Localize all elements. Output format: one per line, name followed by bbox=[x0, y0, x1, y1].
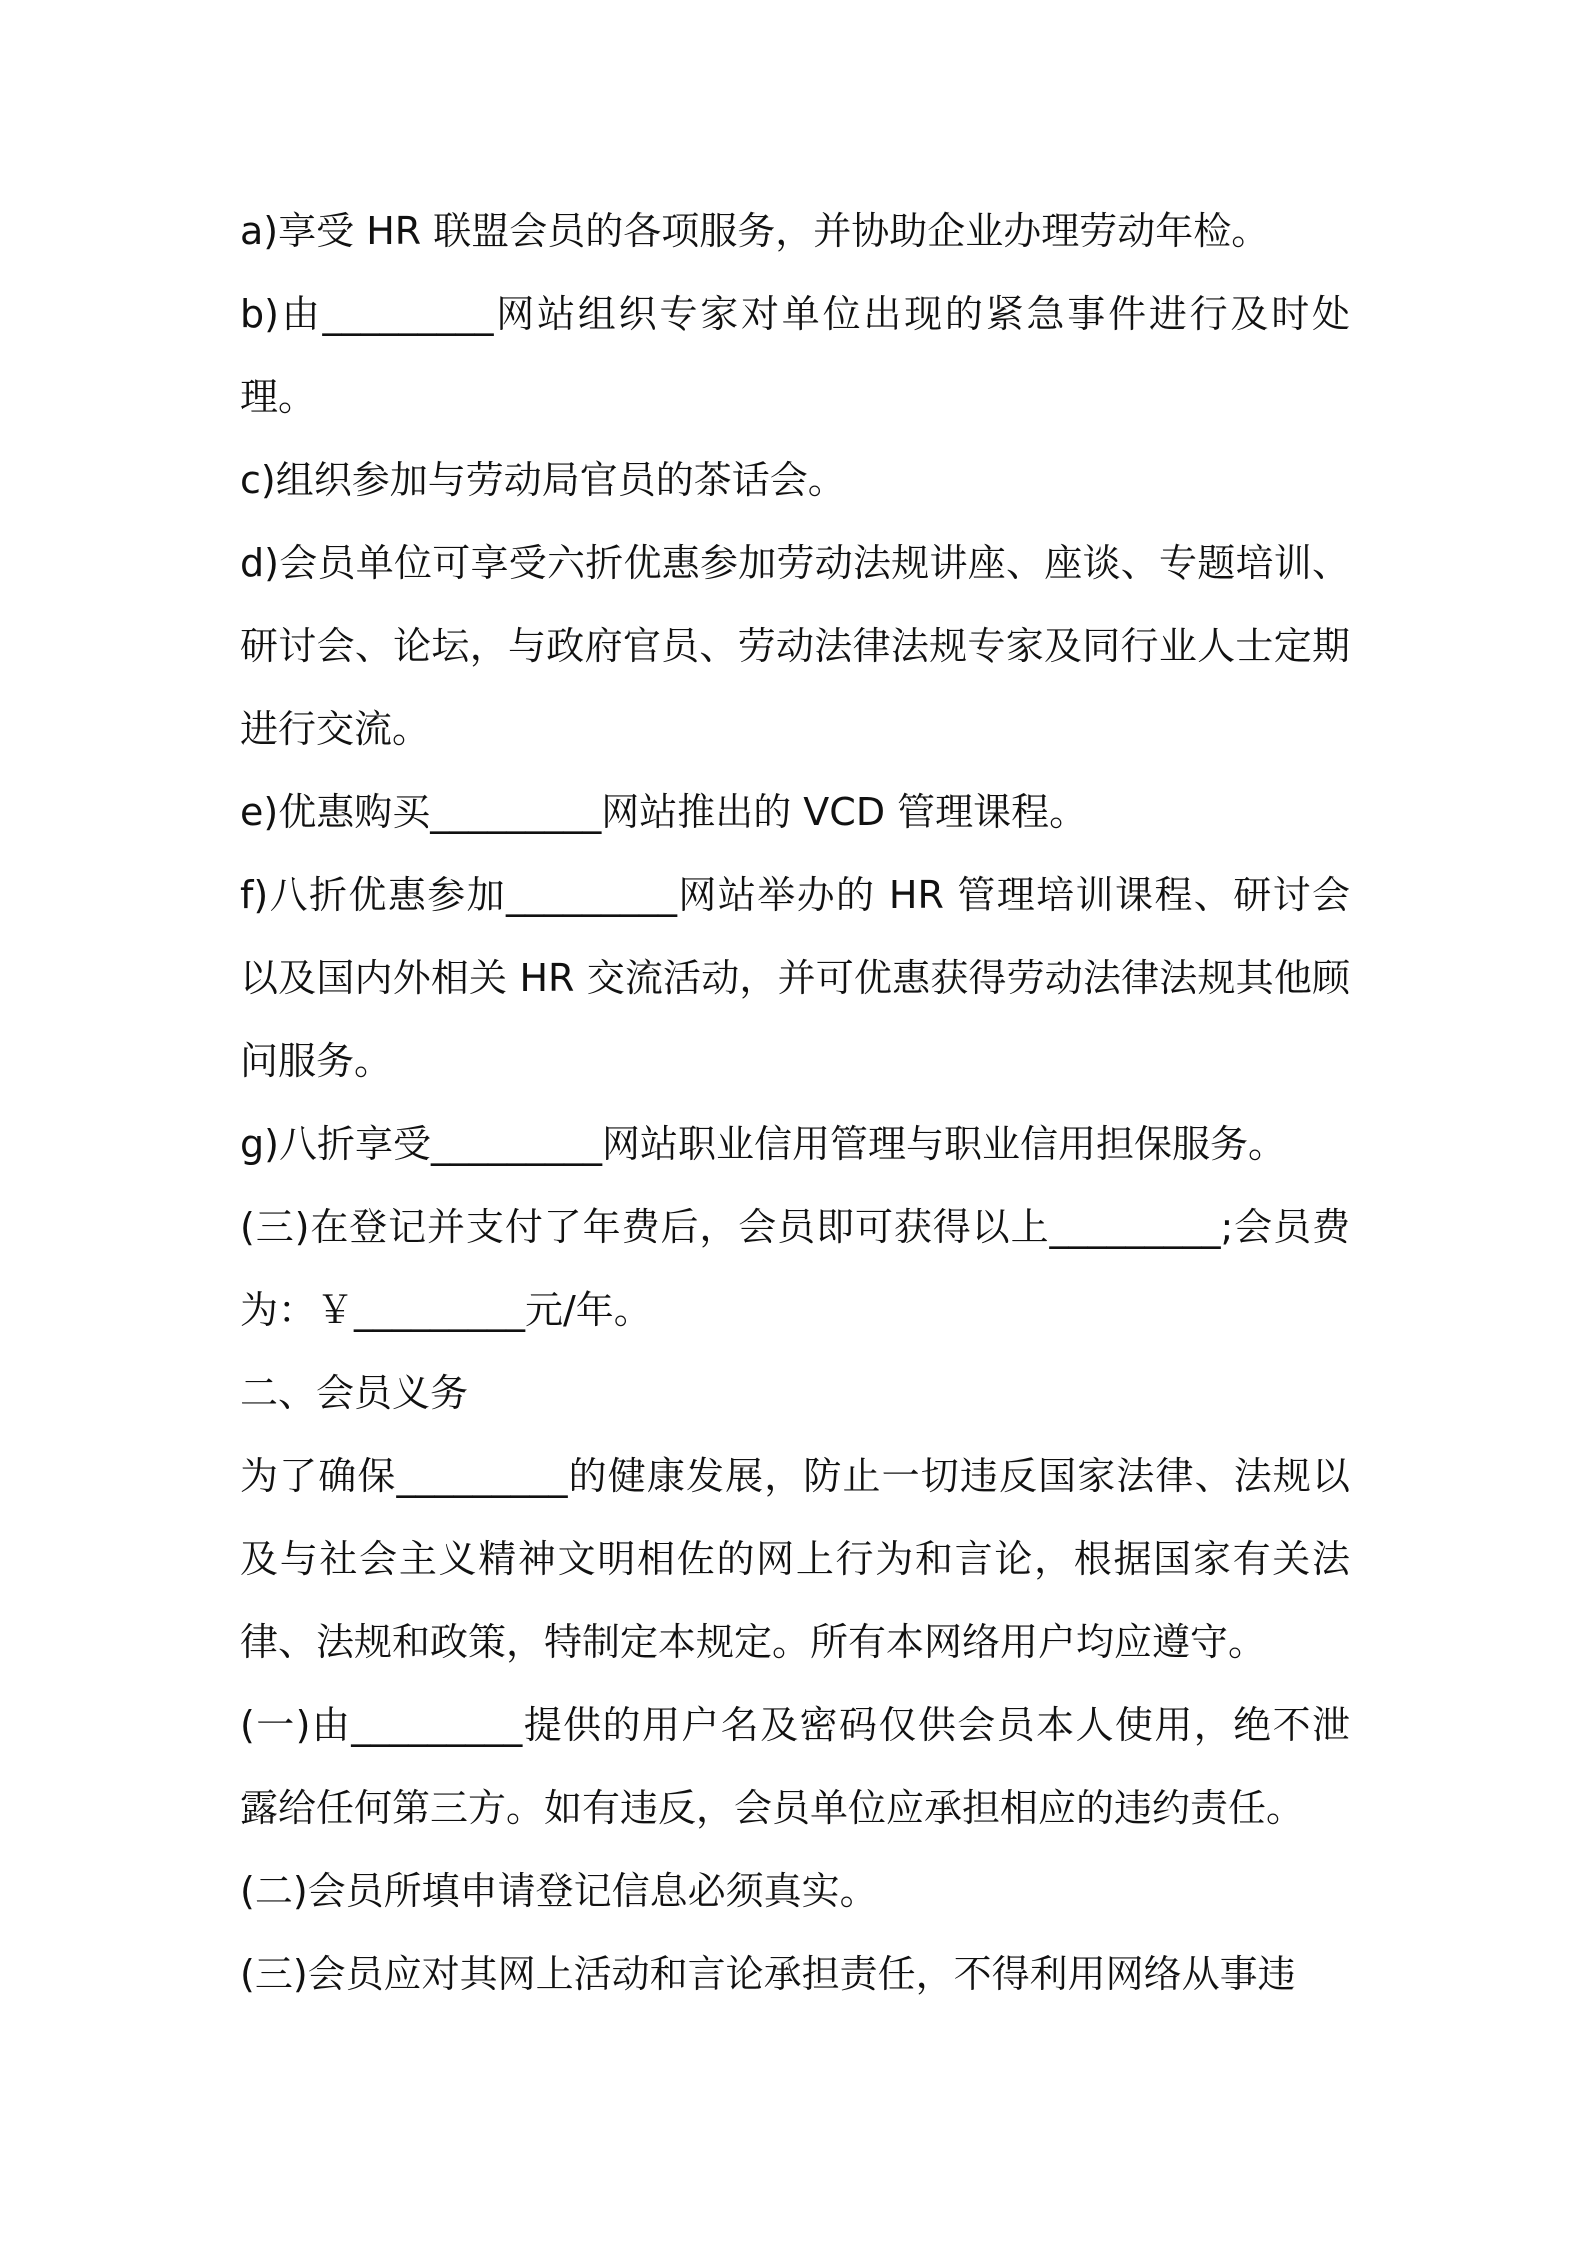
paragraph-obligation-2-true-info: (二)会员所填申请登记信息必须真实。 bbox=[240, 1869, 878, 1913]
paragraph-b-emergency-handling: b)由_________网站组织专家对单位出现的紧急事件进行及时处理。 bbox=[240, 292, 1350, 419]
paragraph-e-vcd-courses: e)优惠购买_________网站推出的 VCD 管理课程。 bbox=[240, 790, 1088, 834]
paragraph-g-credit-services: g)八折享受_________网站职业信用管理与职业信用担保服务。 bbox=[240, 1122, 1286, 1166]
paragraph-annual-fee: (三)在登记并支付了年费后，会员即可获得以上_________;会员费为：￥_________元/年。 bbox=[240, 1205, 1350, 1332]
paragraph-c-tea-party: c)组织参加与劳动局官员的茶话会。 bbox=[240, 458, 846, 502]
paragraph-d-discount-events: d)会员单位可享受六折优惠参加劳动法规讲座、座谈、专题培训、研讨会、论坛，与政府官员、劳动法律法规专家及同行业人士定期进行交流。 bbox=[240, 541, 1350, 751]
paragraph-f-training-discount: f)八折优惠参加_________网站举办的 HR 管理培训课程、研讨会以及国内外相关 HR 交流活动，并可优惠获得劳动法律法规其他顾问服务。 bbox=[240, 873, 1350, 1083]
paragraph-obligation-1-credentials: (一)由_________提供的用户名及密码仅供会员本人使用，绝不泄露给任何第三方。如有违反，会员单位应承担相应的违约责任。 bbox=[240, 1703, 1350, 1830]
paragraph-a-hr-services: a)享受 HR 联盟会员的各项服务，并协助企业办理劳动年检。 bbox=[240, 209, 1270, 253]
paragraph-obligation-3-responsibility: (三)会员应对其网上活动和言论承担责任，不得利用网络从事违 bbox=[240, 1952, 1296, 1996]
document-page bbox=[240, 190, 1350, 2016]
section-heading-member-obligations: 二、会员义务 bbox=[240, 1371, 469, 1415]
paragraph-obligations-intro: 为了确保_________的健康发展，防止一切违反国家法律、法规以及与社会主义精神文明相佐的网上行为和言论，根据国家有关法律、法规和政策，特制定本规定。所有本网络用户均应遵守。 bbox=[240, 1454, 1350, 1664]
